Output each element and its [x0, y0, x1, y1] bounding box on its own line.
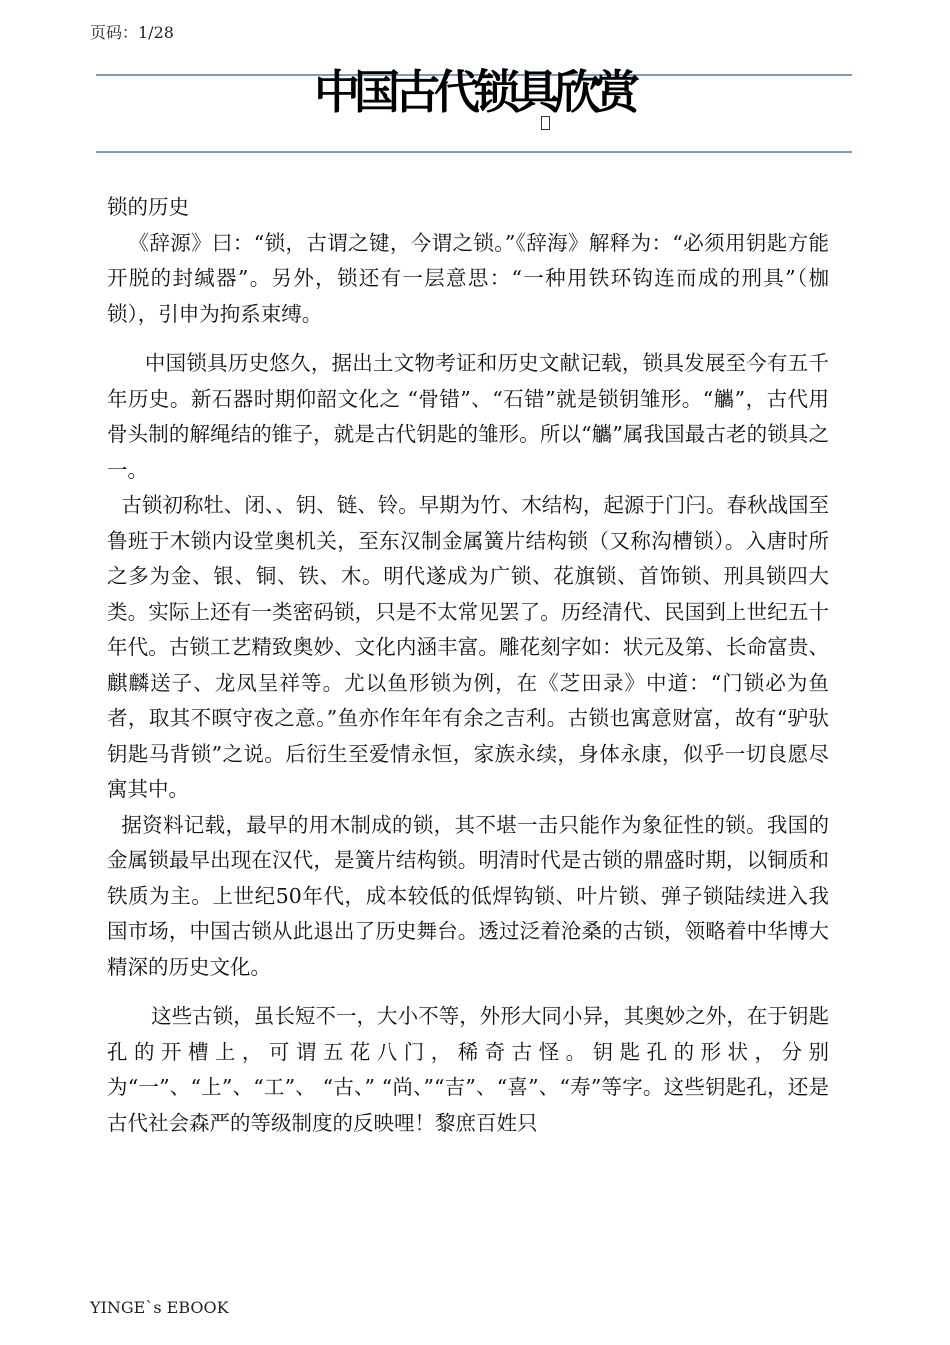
footer-label: YINGE`s EBOOK	[90, 1298, 229, 1317]
paragraph-1: 《辞源》曰：“锁，古谓之键，今谓之锁。”《辞海》解释为：“必须用钥匙方能开脱的封缄器”。另外，锁还有一层意思：“一种用铁环钩连而成的刑具”（枷锁），引申为拘系束缚。	[107, 230, 829, 326]
document-body	[107, 190, 829, 1141]
missing-glyph-box	[541, 116, 550, 130]
paragraph-4: 据资料记载，最早的用木制成的锁，其不堪一击只能作为象征性的锁。我国的金属锁最早出现在汉代，是簧片结构锁。明清时代是古锁的鼎盛时期，以铜质和铁质为主。上世纪50年代，成本较低的低焊钩锁、叶片锁、弹子锁陆续进入我国市场，中国古锁从此退出了历史舞台。透过泛着沧桑的古锁，领略着中华博大精深的历史文化。	[107, 812, 829, 979]
paragraph-gap	[107, 332, 829, 346]
page-number: 页码：1/28	[90, 23, 174, 42]
paragraph-5: 这些古锁，虽长短不一，大小不等，外形大同小异，其奥妙之外，在于钥匙孔的开槽上，可谓五花八门，稀奇古怪。钥匙孔的形状，分别为“一”、“上”、“工”、 “古、” “尚、”“吉”、“喜”、“寿”等字。这些钥匙孔，还是古代社会森严的等级制度的反映哩！黎庶百姓只	[107, 1004, 829, 1135]
paragraph-2: 中国锁具历史悠久，据出土文物考证和历史文献记载，锁具发展至今有五千年历史。新石器时期仰韶文化之 “骨错”、“石错”就是锁钥雏形。“觿”，古代用骨头制的解绳结的锥子，就是古代钥匙的雏形。所以“觿”属我国最古老的锁具之一。	[107, 351, 829, 482]
paragraph-gap	[107, 985, 829, 999]
title-bottom-rule	[96, 151, 852, 153]
paragraph-3: 古锁初称牡、闭、、钥、链、铃。早期为竹、木结构，起源于门闩。春秋战国至鲁班于木锁内设堂奥机关，至东汉制金属簧片结构锁（又称沟槽锁）。入唐时所之多为金、银、铜、铁、木。明代遂成为广锁、花旗锁、首饰锁、刑具锁四大类。实际上还有一类密码锁，只是不太常见罢了。历经清代、民国到上世纪五十年代。古锁工艺精致奥妙、文化内涵丰富。雕花刻字如：状元及第、长命富贵、麒麟送子、龙凤呈祥等。尤以鱼形锁为例，在《芝田录》中道：“门锁必为鱼者，取其不暝守夜之意。”鱼亦作年年有余之吉利。古锁也寓意财富，故有“驴驮钥匙马背锁”之说。后衍生至爱情永恒，家族永续，身体永康，似乎一切良愿尽寓其中。	[107, 493, 829, 801]
document-title: 中国古代锁具欣赏	[314, 65, 634, 119]
section-heading: 锁的历史	[107, 195, 189, 219]
